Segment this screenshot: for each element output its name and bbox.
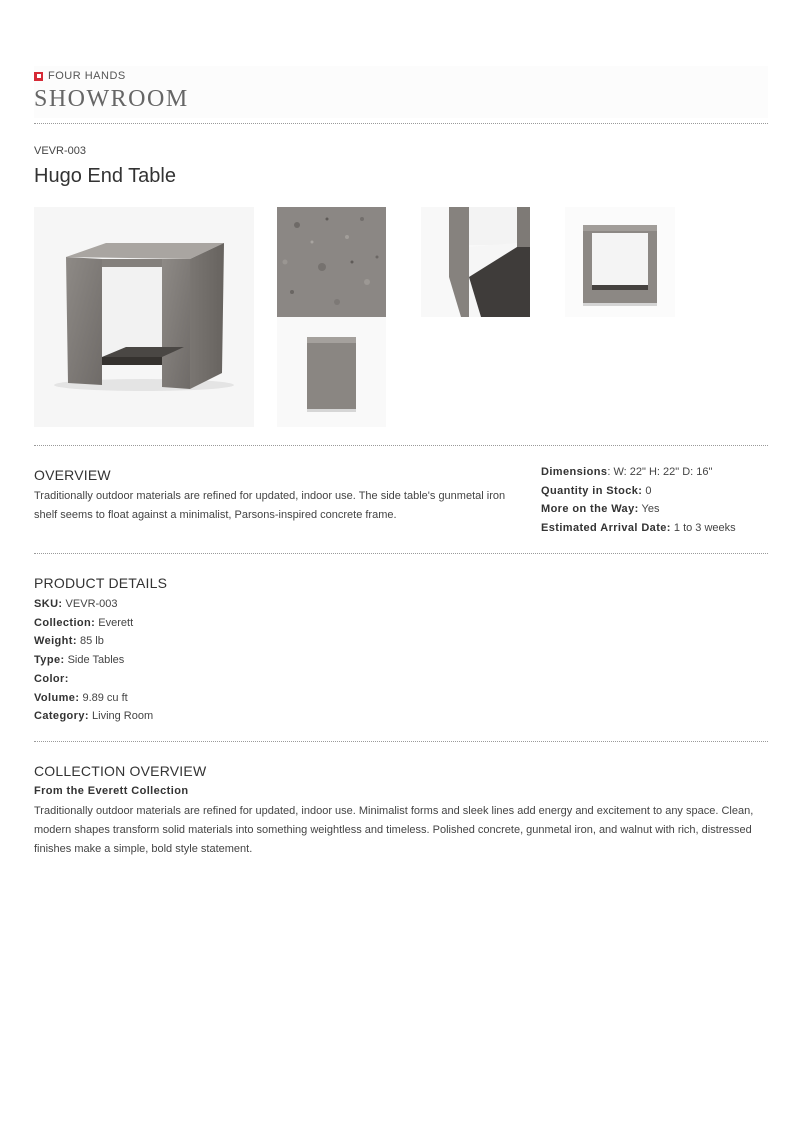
brand-logo — [34, 70, 126, 82]
brand-name: FOUR HANDS — [48, 70, 126, 82]
end-table-side-image — [277, 317, 386, 427]
detail-sku: SKU: VEVR-003 — [34, 598, 118, 610]
showroom-title: SHOWROOM — [34, 86, 189, 112]
collection-overview-heading: COLLECTION OVERVIEW — [34, 763, 207, 779]
end-table-side-detail-image — [421, 207, 530, 317]
brand-square-icon — [34, 72, 43, 81]
overview-heading: OVERVIEW — [34, 467, 111, 483]
header — [34, 66, 768, 118]
collection-text: Traditionally outdoor materials are refined for updated, indoor use. Minimalist forms and sleek lines add energy and excitement to any space. Clean, modern shapes transform solid materials into something weightless and timeless. Polished concrete, gunmetal iron, and walnut with rich, distressed finishes make a simple, bold style statement. — [34, 805, 754, 855]
spec-dimensions: Dimensions: W: 22" H: 22" D: 16" — [541, 466, 713, 478]
product-title: Hugo End Table — [34, 165, 176, 187]
detail-type: Type: Side Tables — [34, 654, 125, 667]
product-details-heading: PRODUCT DETAILS — [34, 575, 168, 591]
product-sku: VEVR-003 — [34, 145, 86, 157]
detail-weight: Weight: 85 lb — [34, 635, 104, 648]
end-table-angle-image — [34, 207, 254, 427]
detail-collection: Collection: Everett — [34, 616, 134, 629]
detail-color: Color: — [34, 672, 69, 685]
divider — [34, 123, 768, 124]
end-table-front-image — [565, 207, 675, 317]
specs-block — [541, 463, 736, 538]
collection-subheading: From the Everett Collection — [34, 785, 189, 797]
overview-text: Traditionally outdoor materials are refined for updated, indoor use. The side table's gunmetal iron shelf seems to float against a minimalist, Parsons-inspired concrete frame. — [34, 490, 506, 521]
spec-arrival: Estimated Arrival Date: 1 to 3 weeks — [541, 522, 736, 535]
divider — [34, 445, 768, 446]
product-details-list — [34, 595, 153, 726]
detail-volume: Volume: 9.89 cu ft — [34, 691, 128, 704]
concrete-texture-image — [277, 207, 386, 317]
detail-category: Category: Living Room — [34, 710, 154, 723]
divider — [34, 741, 768, 742]
spec-stock: Quantity in Stock: 0 — [541, 484, 652, 497]
spec-on-the-way: More on the Way: Yes — [541, 503, 660, 516]
divider — [34, 553, 768, 554]
